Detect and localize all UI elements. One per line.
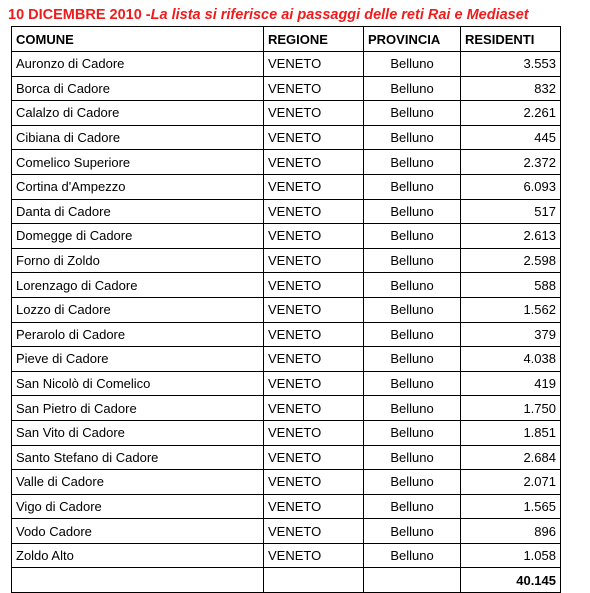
cell-residenti: 445 (461, 125, 561, 150)
table-row (12, 273, 561, 298)
cell-comune: Calalzo di Cadore (12, 101, 264, 126)
cell-regione: VENETO (264, 52, 364, 77)
cell-comune: Pieve di Cadore (12, 347, 264, 372)
cell-provincia: Belluno (364, 494, 461, 519)
table-row (12, 199, 561, 224)
cell-regione: VENETO (264, 199, 364, 224)
cell-provincia: Belluno (364, 150, 461, 175)
cell-residenti: 2.372 (461, 150, 561, 175)
cell-provincia: Belluno (364, 297, 461, 322)
header-row (12, 27, 561, 52)
cell-comune: Lorenzago di Cadore (12, 273, 264, 298)
table-row (12, 52, 561, 77)
cell-provincia: Belluno (364, 420, 461, 445)
table-row (12, 125, 561, 150)
table-row (12, 322, 561, 347)
cell-residenti: 1.750 (461, 396, 561, 421)
table-row (12, 396, 561, 421)
cell-provincia: Belluno (364, 125, 461, 150)
table-row (12, 519, 561, 544)
cell-provincia: Belluno (364, 174, 461, 199)
cell-provincia: Belluno (364, 445, 461, 470)
table-row (12, 494, 561, 519)
cell-provincia: Belluno (364, 224, 461, 249)
residents-table (11, 26, 561, 593)
cell-regione: VENETO (264, 297, 364, 322)
cell-provincia: Belluno (364, 273, 461, 298)
table-row (12, 174, 561, 199)
table-body (12, 52, 561, 593)
cell-comune: Cortina d'Ampezzo (12, 174, 264, 199)
cell-regione: VENETO (264, 224, 364, 249)
cell-regione: VENETO (264, 76, 364, 101)
cell-residenti: 896 (461, 519, 561, 544)
cell-residenti: 419 (461, 371, 561, 396)
cell-regione: VENETO (264, 494, 364, 519)
cell-residenti: 1.851 (461, 420, 561, 445)
cell-residenti: 588 (461, 273, 561, 298)
cell-regione: VENETO (264, 543, 364, 568)
table-row (12, 76, 561, 101)
column-header-comune: COMUNE (12, 27, 264, 52)
table-row (12, 150, 561, 175)
cell-regione: VENETO (264, 248, 364, 273)
table-row (12, 420, 561, 445)
total-empty-cell (12, 568, 264, 593)
cell-residenti: 517 (461, 199, 561, 224)
table-row (12, 297, 561, 322)
cell-regione: VENETO (264, 174, 364, 199)
cell-comune: San Nicolò di Comelico (12, 371, 264, 396)
cell-provincia: Belluno (364, 347, 461, 372)
column-header-regione: REGIONE (264, 27, 364, 52)
cell-provincia: Belluno (364, 543, 461, 568)
cell-provincia: Belluno (364, 101, 461, 126)
cell-residenti: 4.038 (461, 347, 561, 372)
table-row (12, 371, 561, 396)
cell-provincia: Belluno (364, 248, 461, 273)
cell-provincia: Belluno (364, 396, 461, 421)
cell-residenti: 6.093 (461, 174, 561, 199)
cell-regione: VENETO (264, 101, 364, 126)
cell-comune: Auronzo di Cadore (12, 52, 264, 77)
cell-provincia: Belluno (364, 76, 461, 101)
total-row (12, 568, 561, 593)
cell-comune: San Pietro di Cadore (12, 396, 264, 421)
cell-residenti: 1.562 (461, 297, 561, 322)
cell-residenti: 379 (461, 322, 561, 347)
cell-comune: Borca di Cadore (12, 76, 264, 101)
cell-comune: San Vito di Cadore (12, 420, 264, 445)
cell-comune: Domegge di Cadore (12, 224, 264, 249)
total-residenti: 40.145 (461, 568, 561, 593)
cell-provincia: Belluno (364, 470, 461, 495)
cell-comune: Vigo di Cadore (12, 494, 264, 519)
cell-residenti: 2.261 (461, 101, 561, 126)
column-header-residenti: RESIDENTI (461, 27, 561, 52)
column-header-provincia: PROVINCIA (364, 27, 461, 52)
cell-regione: VENETO (264, 150, 364, 175)
cell-provincia: Belluno (364, 322, 461, 347)
cell-regione: VENETO (264, 347, 364, 372)
cell-comune: Lozzo di Cadore (12, 297, 264, 322)
cell-residenti: 1.565 (461, 494, 561, 519)
cell-regione: VENETO (264, 273, 364, 298)
table-row (12, 248, 561, 273)
cell-comune: Valle di Cadore (12, 470, 264, 495)
cell-comune: Zoldo Alto (12, 543, 264, 568)
cell-residenti: 3.553 (461, 52, 561, 77)
cell-provincia: Belluno (364, 519, 461, 544)
cell-regione: VENETO (264, 125, 364, 150)
cell-provincia: Belluno (364, 52, 461, 77)
cell-regione: VENETO (264, 322, 364, 347)
cell-provincia: Belluno (364, 371, 461, 396)
cell-provincia: Belluno (364, 199, 461, 224)
table-row (12, 224, 561, 249)
cell-comune: Cibiana di Cadore (12, 125, 264, 150)
table-row (12, 347, 561, 372)
cell-comune: Perarolo di Cadore (12, 322, 264, 347)
cell-regione: VENETO (264, 396, 364, 421)
table-row (12, 470, 561, 495)
heading-note: La lista si riferisce ai passaggi delle reti Rai e Mediaset (150, 7, 529, 23)
heading-date: 10 DICEMBRE 2010 - (8, 7, 151, 23)
cell-residenti: 2.684 (461, 445, 561, 470)
cell-residenti: 2.598 (461, 248, 561, 273)
cell-comune: Santo Stefano di Cadore (12, 445, 264, 470)
cell-regione: VENETO (264, 519, 364, 544)
cell-residenti: 2.071 (461, 470, 561, 495)
table-row (12, 101, 561, 126)
cell-regione: VENETO (264, 470, 364, 495)
page-heading (8, 5, 586, 25)
table-row (12, 543, 561, 568)
cell-comune: Vodo Cadore (12, 519, 264, 544)
cell-residenti: 2.613 (461, 224, 561, 249)
cell-comune: Comelico Superiore (12, 150, 264, 175)
table-header (12, 27, 561, 52)
cell-regione: VENETO (264, 420, 364, 445)
cell-regione: VENETO (264, 445, 364, 470)
cell-residenti: 1.058 (461, 543, 561, 568)
cell-comune: Forno di Zoldo (12, 248, 264, 273)
total-empty-cell (264, 568, 364, 593)
table-row (12, 445, 561, 470)
total-empty-cell (364, 568, 461, 593)
cell-residenti: 832 (461, 76, 561, 101)
cell-regione: VENETO (264, 371, 364, 396)
cell-comune: Danta di Cadore (12, 199, 264, 224)
